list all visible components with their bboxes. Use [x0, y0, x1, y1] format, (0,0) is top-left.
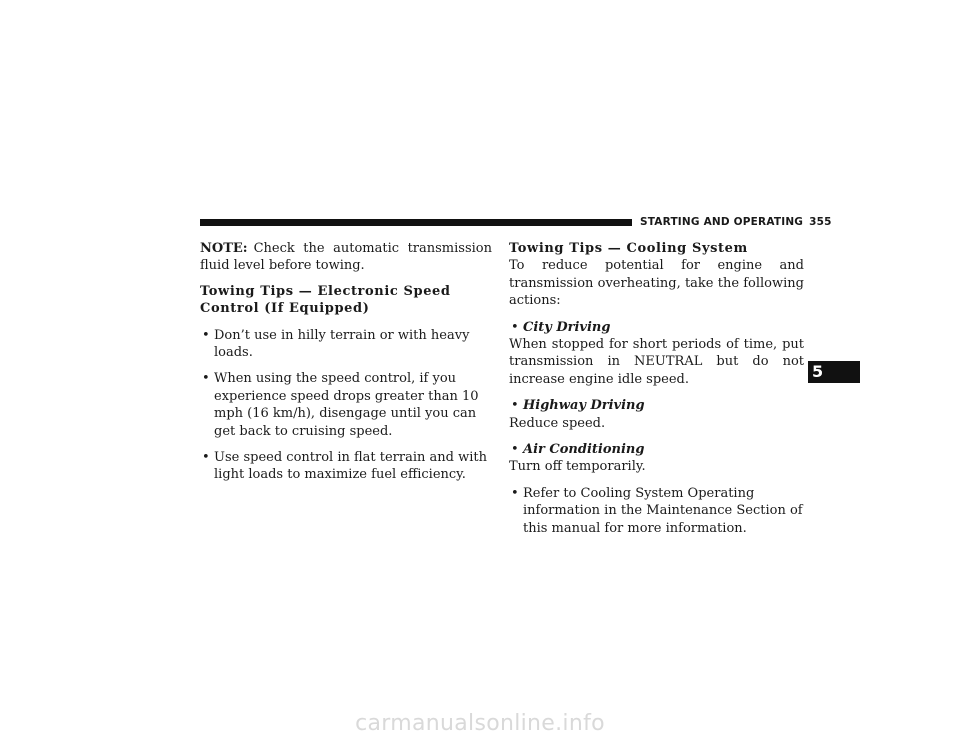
bullet-icon: • [511, 398, 519, 414]
right-column [509, 240, 804, 537]
list-item: • When using the speed control, if you experience speed drops greater than 10 mph (16 km/h), disengage until you can get back to cruising speed. [202, 371, 479, 439]
watermark: carmanualsonline.info [355, 711, 605, 736]
running-header [640, 216, 832, 228]
bullet-icon: • [511, 442, 519, 458]
bullet-icon: • [202, 327, 210, 343]
bullet-icon: • [202, 450, 210, 466]
page-number: 355 [809, 216, 832, 228]
speed-control-heading: Towing Tips — Electronic Speed Control (If Equipped) [200, 283, 451, 317]
note-paragraph [200, 240, 492, 275]
list-item: • Use speed control in flat terrain and with light loads to maximize fuel efficiency. [202, 450, 487, 483]
cooling-intro: To reduce potential for engine and transmission overheating, take the following actions: [509, 258, 804, 309]
bullet-icon: • [511, 319, 519, 335]
list-item-title: • Highway Driving [511, 398, 645, 414]
note-text: Check the automatic transmission fluid level before towing. [200, 241, 492, 274]
note-label: NOTE: [200, 241, 248, 256]
list-item-text: Turn off temporarily. [509, 459, 646, 475]
list-item-text: Reduce speed. [509, 415, 606, 431]
cooling-system-heading: Towing Tips — Cooling System [509, 241, 748, 256]
list-item: • Don’t use in hilly terrain or with heavy loads. [202, 327, 470, 361]
list-item-title: • Air Conditioning [511, 442, 645, 458]
left-column [200, 240, 492, 484]
bullet-icon: • [202, 371, 210, 387]
section-title: STARTING AND OPERATING [640, 216, 804, 228]
header-rule [200, 219, 632, 226]
list-item-text: When stopped for short periods of time, put transmission in NEUTRAL but do not increase engine idle speed. [509, 337, 804, 387]
bullet-icon: • [511, 485, 519, 501]
list-item: • Refer to Cooling System Operating information in the Maintenance Section of this manual for more information. [511, 485, 803, 536]
section-tab: 5 [808, 361, 860, 383]
list-item-title: • City Driving [511, 319, 611, 335]
